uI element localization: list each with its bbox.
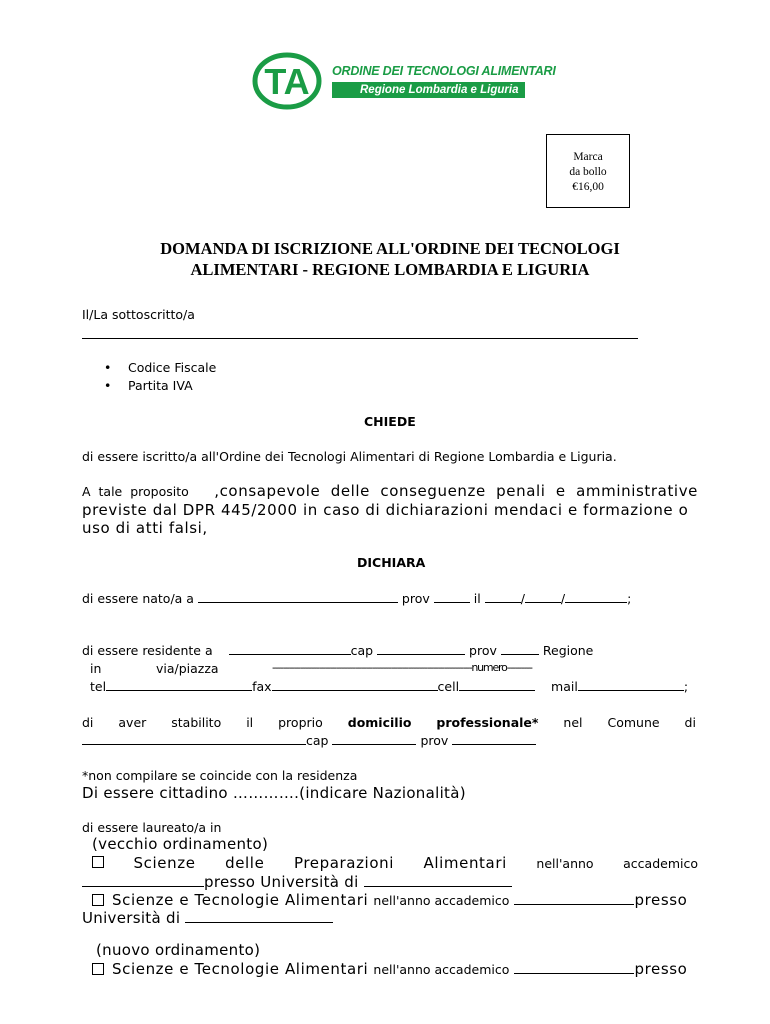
nuovo-opt1-anno-field[interactable] (514, 962, 634, 974)
cittadinanza-text: Di essere cittadino ………….(indicare Nazionalità) (82, 784, 466, 802)
sottoscritto-field[interactable] (82, 338, 638, 339)
bullet-list (104, 359, 216, 395)
vecchio-opt1-row: Scienze delle Preparazioni Alimentari nell'anno accademico (92, 854, 698, 872)
vecchio-opt2-row2: Università di (82, 908, 333, 927)
logo (252, 52, 556, 112)
list-item: • Codice Fiscale (104, 360, 217, 375)
vecchio-opt1-uni-field[interactable] (364, 875, 512, 887)
vecchio-opt2-anno-field[interactable] (514, 893, 634, 905)
proposito-paragraph (82, 482, 698, 537)
nuovo-ordinamento-header: (nuovo ordinamento) (96, 941, 261, 959)
vecchio-opt2-checkbox[interactable] (92, 894, 104, 906)
stamp-line3: €16,00 (572, 181, 604, 193)
cap-domicilio-field[interactable] (332, 733, 416, 745)
mese-field[interactable] (525, 591, 561, 603)
domicilio-row1: di aver stabilito il proprio domicilio professionale* nel Comune di (82, 715, 696, 730)
logo-mark-icon (252, 52, 322, 110)
mail-field[interactable] (578, 679, 684, 691)
proposito-line2: previste dal DPR 445/2000 in caso di dichiarazioni mendaci e formazione o (82, 501, 689, 519)
cell-field[interactable] (459, 679, 535, 691)
list-item: • Partita IVA (104, 378, 193, 393)
fax-field[interactable] (272, 679, 438, 691)
stamp-line2: da bollo (569, 166, 607, 178)
prov-domicilio-field[interactable] (452, 733, 536, 745)
stamp-line1: Marca (573, 151, 603, 163)
logo-line2: Regione Lombardia e Liguria (332, 82, 525, 98)
marca-da-bollo-box (546, 134, 630, 208)
page-title (80, 238, 700, 280)
dichiara-heading: DICHIARA (357, 555, 426, 570)
title-line1: DOMANDA DI ISCRIZIONE ALL'ORDINE DEI TECNOLOGI (160, 239, 620, 258)
logo-mark-text: TA (264, 61, 310, 102)
logo-line1: ORDINE DEI TECNOLOGI ALIMENTARI (332, 64, 556, 78)
via-numero-field[interactable]: ------------------------------------------------------------------------numero--------- (272, 661, 532, 674)
vecchio-ordinamento-header: (vecchio ordinamento) (92, 835, 269, 853)
chiede-heading: CHIEDE (364, 414, 416, 429)
proposito-line1: A tale proposito ,consapevole delle conseguenze penali e amministrative (82, 482, 698, 500)
comune-residenza-field[interactable] (229, 643, 351, 655)
nuovo-opt1-row: Scienze e Tecnologie Alimentari nell'anno accademico presso (92, 959, 687, 978)
sottoscritto-label: Il/La sottoscritto/a (82, 307, 195, 322)
nuovo-opt1-checkbox[interactable] (92, 963, 104, 975)
comune-domicilio-field[interactable] (82, 733, 306, 745)
domicilio-row2: cap prov (82, 733, 536, 748)
nota-residenza: *non compilare se coincide con la residenza (82, 768, 358, 783)
luogo-nascita-field[interactable] (198, 591, 398, 603)
vecchio-opt1-checkbox[interactable] (92, 856, 104, 868)
residente-row3: tel fax cell mail ; (90, 679, 689, 694)
vecchio-opt1-anno-field[interactable] (82, 875, 204, 887)
nato-row: di essere nato/a a prov il / / ; (82, 591, 632, 606)
vecchio-opt2-row: Scienze e Tecnologie Alimentari nell'anno accademico presso (92, 890, 687, 909)
tel-field[interactable] (106, 679, 252, 691)
laureato-label: di essere laureato/a in (82, 820, 222, 835)
vecchio-opt1-row2: presso Università di (82, 872, 512, 891)
prov-residenza-field[interactable] (501, 643, 539, 655)
cap-residenza-field[interactable] (377, 643, 465, 655)
residente-row1: di essere residente a cap prov Regione (82, 643, 594, 658)
anno-field[interactable] (565, 591, 627, 603)
iscrizione-text: di essere iscritto/a all'Ordine dei Tecnologi Alimentari di Regione Lombardia e Liguria. (82, 449, 617, 464)
prov-nascita-field[interactable] (434, 591, 470, 603)
title-line2: ALIMENTARI - REGIONE LOMBARDIA E LIGURIA (190, 260, 590, 279)
vecchio-opt2-uni-field[interactable] (185, 911, 333, 923)
proposito-line3: uso di atti falsi, (82, 519, 208, 537)
giorno-field[interactable] (485, 591, 521, 603)
